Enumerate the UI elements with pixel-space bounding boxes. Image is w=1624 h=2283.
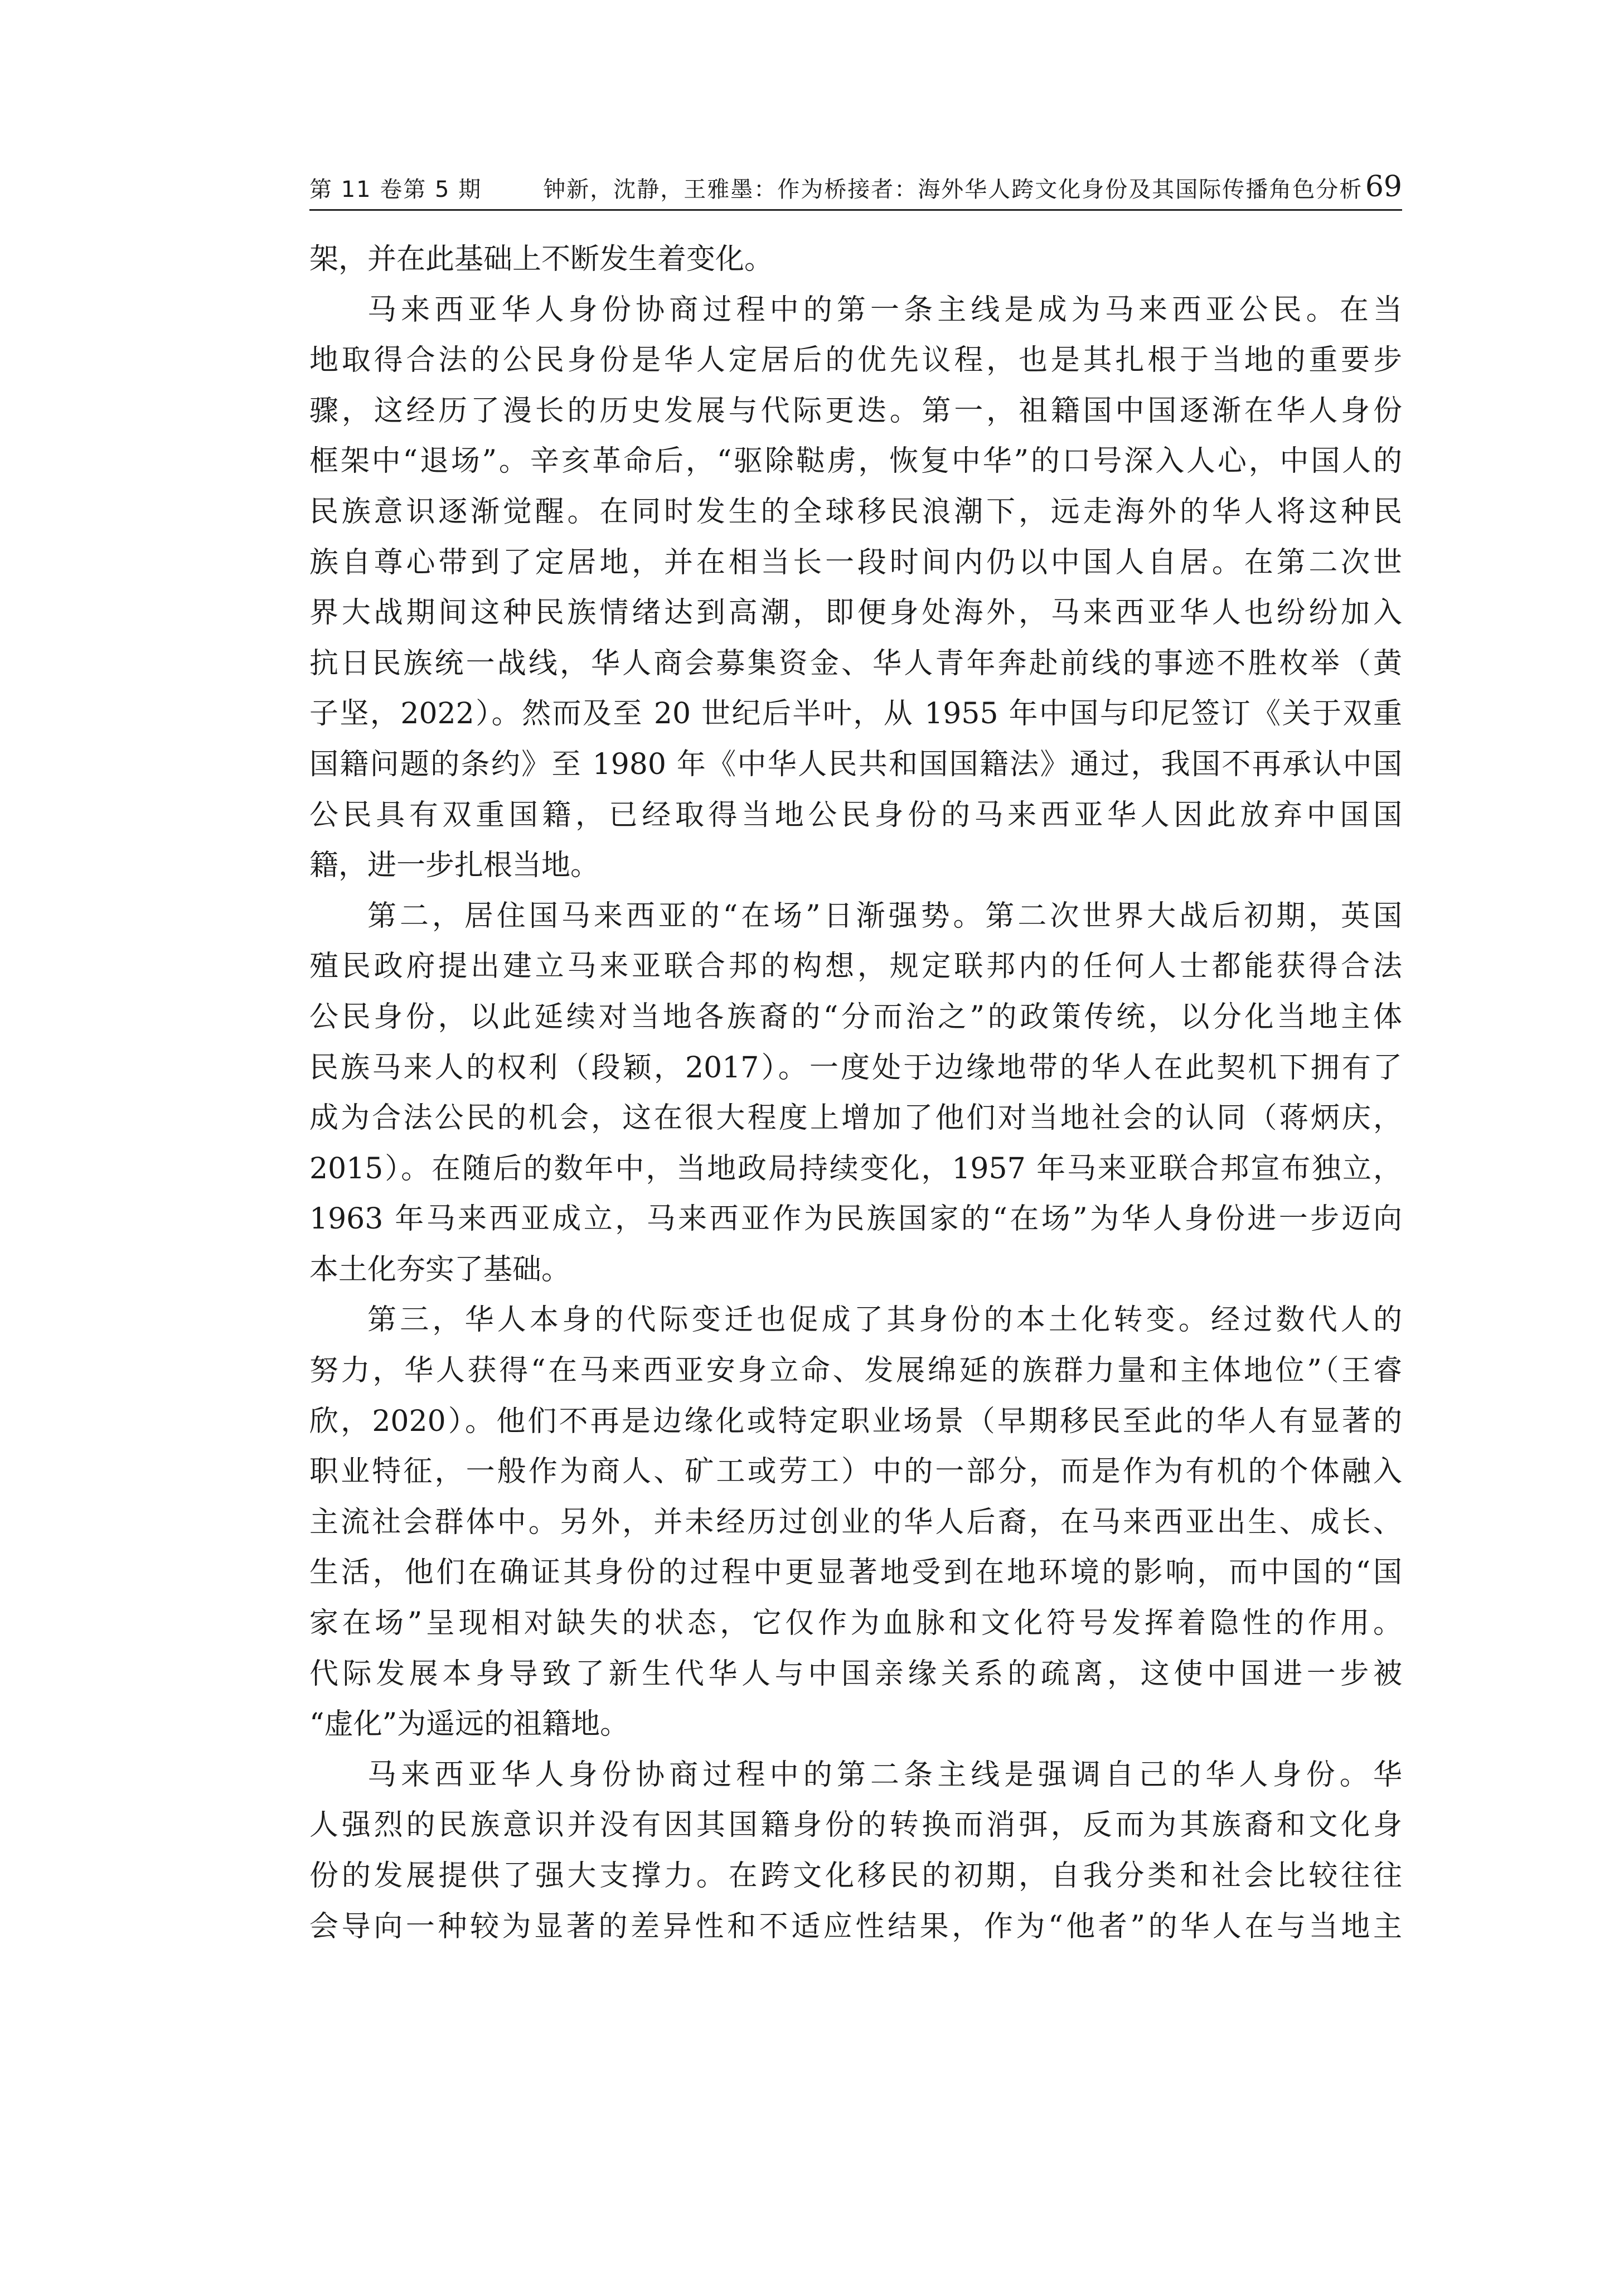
text-line: 本土化夯实了基础。 xyxy=(309,1252,571,1286)
paragraph xyxy=(309,1750,1402,1952)
text-line: 马来西亚华人身份协商过程中的第二条主线是强调自己的华人身份。华 xyxy=(367,1758,1402,1792)
text-line: 民族马来人的权利（段颖，2017）。一度处于边缘地带的华人在此契机下拥有了 xyxy=(309,1051,1402,1085)
text-line: 会导向一种较为显著的差异性和不适应性结果，作为“他者”的华人在与当地主 xyxy=(309,1909,1402,1943)
text-line: 生活，他们在确证其身份的过程中更显著地受到在地环境的影响，而中国的“国 xyxy=(309,1556,1402,1590)
text-line: 代际发展本身导致了新生代华人与中国亲缘关系的疏离，这使中国进一步被 xyxy=(309,1657,1402,1691)
text-line: 骤，这经历了漫长的历史发展与代际更迭。第一，祖籍国中国逐渐在华人身份 xyxy=(309,394,1402,428)
text-line: 界大战期间这种民族情绪达到高潮，即便身处海外，马来西亚华人也纷纷加入 xyxy=(309,596,1402,630)
text-line: “虚化”为遥远的祖籍地。 xyxy=(309,1708,629,1742)
text-line: 公民具有双重国籍，已经取得当地公民身份的马来西亚华人因此放弃中国国 xyxy=(309,798,1402,832)
text-line: 第二，居住国马来西亚的“在场”日渐强势。第二次世界大战后初期，英国 xyxy=(367,899,1402,933)
text-line: 殖民政府提出建立马来亚联合邦的构想，规定联邦内的任何人士都能获得合法 xyxy=(309,950,1402,984)
paragraph xyxy=(309,891,1402,1295)
text-line: 份的发展提供了强大支撑力。在跨文化移民的初期，自我分类和社会比较往往 xyxy=(309,1859,1402,1893)
text-line: 人强烈的民族意识并没有因其国籍身份的转换而消弭，反而为其族裔和文化身 xyxy=(309,1808,1402,1842)
text-line: 1963 年马来西亚成立，马来西亚作为民族国家的“在场”为华人身份进一步迈向 xyxy=(309,1202,1402,1236)
text-line: 抗日民族统一战线，华人商会募集资金、华人青年奔赴前线的事迹不胜枚举（黄 xyxy=(309,646,1402,680)
text-line: 民族意识逐渐觉醒。在同时发生的全球移民浪潮下，远走海外的华人将这种民 xyxy=(309,495,1402,529)
text-line: 国籍问题的条约》至 1980 年《中华人民共和国国籍法》通过，我国不再承认中国 xyxy=(309,747,1402,781)
article-citation: 钟新，沈静，王雅墨：作为桥接者：海外华人跨文化身份及其国际传播角色分析 xyxy=(543,177,1363,202)
text-line: 第三，华人本身的代际变迁也促成了其身份的本土化转变。经过数代人的 xyxy=(367,1303,1402,1337)
text-line: 框架中“退场”。辛亥革命后，“驱除鞑虏，恢复中华”的口号深入人心，中国人的 xyxy=(309,444,1402,478)
text-line: 籍，进一步扎根当地。 xyxy=(309,849,600,883)
text-line: 马来西亚华人身份协商过程中的第一条主线是成为马来西亚公民。在当 xyxy=(367,293,1402,327)
text-line: 2015）。在随后的数年中，当地政局持续变化，1957 年马来亚联合邦宣布独立， xyxy=(309,1152,1402,1186)
text-line: 努力，华人获得“在马来西亚安身立命、发展绵延的族群力量和主体地位”（王睿 xyxy=(309,1354,1402,1388)
text-line: 主流社会群体中。另外，并未经历过创业的华人后裔，在马来西亚出生、成长、 xyxy=(309,1505,1402,1539)
text-line: 家在场”呈现相对缺失的状态，它仅作为血脉和文化符号发挥着隐性的作用。 xyxy=(309,1607,1402,1641)
text-line: 子坚，2022）。然而及至 20 世纪后半叶，从 1955 年中国与印尼签订《关于双重 xyxy=(309,697,1402,731)
text-line: 成为合法公民的机会，这在很大程度上增加了他们对当地社会的认同（蒋炳庆， xyxy=(309,1101,1402,1135)
text-line: 族自尊心带到了定居地，并在相当长一段时间内仍以中国人自居。在第二次世 xyxy=(309,545,1402,579)
paragraph xyxy=(309,1295,1402,1749)
text-line: 地取得合法的公民身份是华人定居后的优先议程，也是其扎根于当地的重要步 xyxy=(309,344,1402,378)
article-body xyxy=(309,234,1402,1952)
text-line: 欣，2020）。他们不再是边缘化或特定职业场景（早期移民至此的华人有显著的 xyxy=(309,1404,1402,1438)
text-line: 架，并在此基础上不断发生着变化。 xyxy=(309,243,774,276)
running-header xyxy=(309,167,1402,211)
journal-issue: 第 11 卷第 5 期 xyxy=(309,177,482,202)
page-number: 69 xyxy=(1365,170,1402,204)
text-line: 公民身份，以此延续对当地各族裔的“分而治之”的政策传统，以分化当地主体 xyxy=(309,1000,1402,1034)
paragraph xyxy=(309,234,1402,285)
text-line: 职业特征，一般作为商人、矿工或劳工）中的一部分，而是作为有机的个体融入 xyxy=(309,1455,1402,1489)
paragraph xyxy=(309,285,1402,891)
